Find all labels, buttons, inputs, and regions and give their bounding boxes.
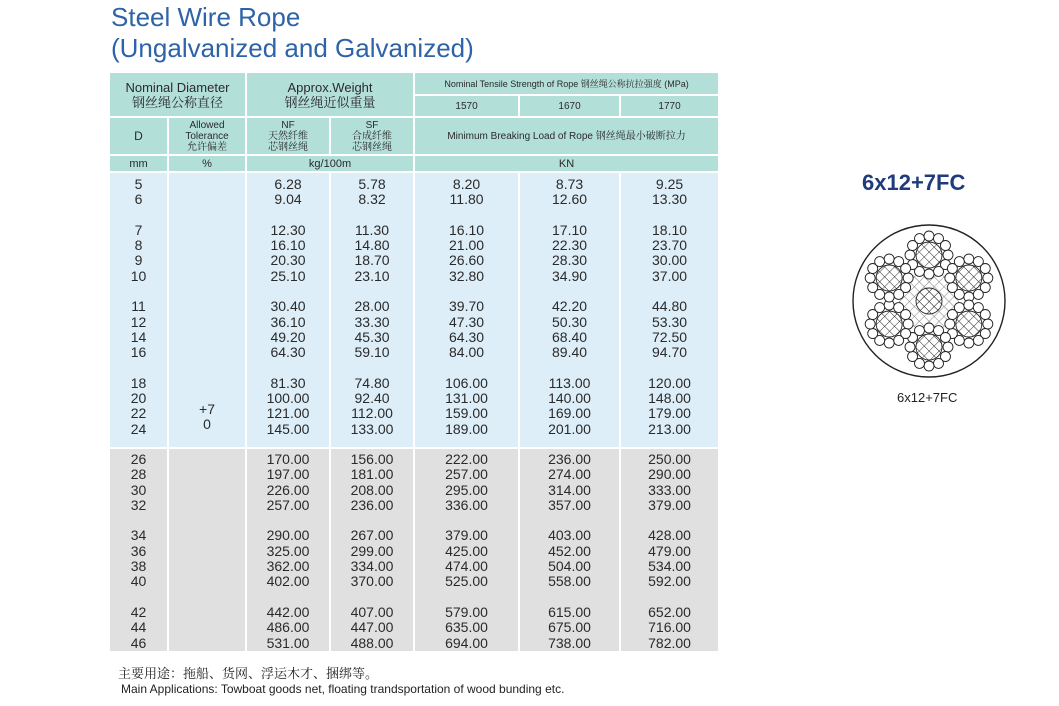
strand-wire bbox=[924, 269, 934, 279]
strand-core bbox=[876, 265, 902, 291]
rope-cross-section-icon bbox=[850, 222, 1008, 380]
strand-wire bbox=[868, 283, 878, 293]
rope-spec-table bbox=[110, 73, 718, 651]
strand-wire bbox=[945, 273, 955, 283]
applications-cn: 主要用途：拖船、货网、浮运木才、捆绑等。 bbox=[118, 667, 379, 682]
strand-wire bbox=[884, 254, 894, 264]
strand-wire bbox=[901, 310, 911, 320]
strand-wire bbox=[964, 338, 974, 348]
strand-core bbox=[916, 334, 942, 360]
grade-1770-header: 1770 bbox=[620, 95, 718, 117]
load-1670-column: 8.73 12.60 17.10 22.30 28.30 34.90 42.20 50.30 68.40 89.40 113.00 140.00 169.00 201.00 bbox=[519, 172, 620, 448]
strand-wire bbox=[924, 361, 934, 371]
diameter-column: 5 6 7 8 9 10 11 12 14 16 18 20 22 24 bbox=[110, 172, 168, 448]
tolerance-cell-empty bbox=[168, 448, 246, 651]
strand-wire bbox=[947, 283, 957, 293]
min-breaking-load-header: Minimum Breaking Load of Rope 钢丝绳最小破断拉力 bbox=[414, 117, 718, 155]
load-1570-column: 222.00 257.00 295.00 336.00 379.00 425.00 474.00 525.00 579.00 635.00 694.00 bbox=[414, 448, 519, 651]
strand-wire bbox=[884, 292, 894, 302]
grade-1570-header: 1570 bbox=[414, 95, 519, 117]
strand-wire bbox=[943, 342, 953, 352]
nf-weight-column: 6.28 9.04 12.30 16.10 20.30 25.10 30.40 36.10 49.20 64.30 81.30 100.00 121.00 145.00 bbox=[246, 172, 330, 448]
strand-wire bbox=[915, 326, 925, 336]
sf-header: SF 合成纤维 芯钢丝绳 bbox=[330, 117, 414, 155]
strand-wire bbox=[915, 234, 925, 244]
strand-wire bbox=[905, 250, 915, 260]
sf-weight-column: 156.00 181.00 208.00 236.00 267.00 299.00 334.00 370.00 407.00 447.00 488.00 bbox=[330, 448, 414, 651]
rope-type-title: 6x12+7FC bbox=[862, 170, 966, 195]
tolerance-cell: +7 0 bbox=[168, 172, 246, 448]
diameter-column: 26 28 30 32 34 36 38 40 42 44 46 bbox=[110, 448, 168, 651]
strand-wire bbox=[875, 303, 885, 313]
strand-wire bbox=[943, 250, 953, 260]
tensile-strength-header: Nominal Tensile Strength of Rope 钢丝绳公称抗拉强度 (MPa) bbox=[414, 73, 718, 95]
strand-wire bbox=[940, 333, 950, 343]
tolerance-header: Allowed Tolerance 允许偏差 bbox=[168, 117, 246, 155]
grade-1670-header: 1670 bbox=[519, 95, 620, 117]
sf-weight-column: 5.78 8.32 11.30 14.80 18.70 23.10 28.00 33.30 45.30 59.10 74.80 92.40 112.00 133.00 bbox=[330, 172, 414, 448]
page-title: Steel Wire Rope bbox=[111, 2, 301, 32]
strand-wire bbox=[973, 335, 983, 345]
strand-wire bbox=[954, 303, 964, 313]
load-1570-column: 8.20 11.80 16.10 21.00 26.60 32.80 39.70 47.30 64.30 84.00 106.00 131.00 159.00 189.00 bbox=[414, 172, 519, 448]
strand-core bbox=[956, 265, 982, 291]
page-subtitle: (Ungalvanized and Galvanized) bbox=[111, 33, 474, 63]
strand-core bbox=[876, 311, 902, 337]
d-header: D bbox=[110, 117, 168, 155]
strand-wire bbox=[980, 264, 990, 274]
strand-wire bbox=[973, 289, 983, 299]
strand-wire bbox=[983, 319, 993, 329]
strand-wire bbox=[903, 273, 913, 283]
strand-wire bbox=[865, 319, 875, 329]
strand-core bbox=[916, 242, 942, 268]
applications-en: Main Applications: Towboat goods net, floating trandsportation of wood bunding etc. bbox=[121, 682, 565, 696]
strand-core bbox=[956, 311, 982, 337]
strand-wire bbox=[894, 335, 904, 345]
strand-wire bbox=[924, 231, 934, 241]
strand-wire bbox=[908, 352, 918, 362]
approx-weight-header: Approx.Weight 钢丝绳近似重量 bbox=[246, 73, 414, 117]
unit-percent: % bbox=[168, 155, 246, 172]
unit-weight: kg/100m bbox=[246, 155, 414, 172]
strand-wire bbox=[964, 254, 974, 264]
strand-wire bbox=[903, 319, 913, 329]
strand-wire bbox=[945, 319, 955, 329]
rope-caption: 6x12+7FC bbox=[897, 390, 958, 405]
load-1770-column: 250.00 290.00 333.00 379.00 428.00 479.00 534.00 592.00 652.00 716.00 782.00 bbox=[620, 448, 718, 651]
strand-wire bbox=[940, 241, 950, 251]
unit-load: KN bbox=[414, 155, 718, 172]
nf-header: NF 天然纤维 芯钢丝绳 bbox=[246, 117, 330, 155]
strand-wire bbox=[980, 310, 990, 320]
unit-mm: mm bbox=[110, 155, 168, 172]
load-1670-column: 236.00 274.00 314.00 357.00 403.00 452.00 504.00 558.00 615.00 675.00 738.00 bbox=[519, 448, 620, 651]
table-row-band-2 bbox=[110, 448, 718, 651]
strand-wire bbox=[934, 266, 944, 276]
nominal-diameter-header: Nominal Diameter 钢丝绳公称直径 bbox=[110, 73, 246, 117]
strand-wire bbox=[868, 329, 878, 339]
strand-wire bbox=[905, 342, 915, 352]
strand-wire bbox=[983, 273, 993, 283]
strand-wire bbox=[954, 257, 964, 267]
load-1770-column: 9.25 13.30 18.10 23.70 30.00 37.00 44.80 53.30 72.50 94.70 120.00 148.00 179.00 213.00 bbox=[620, 172, 718, 448]
fibre-core bbox=[916, 288, 942, 314]
strand-wire bbox=[884, 338, 894, 348]
strand-wire bbox=[901, 264, 911, 274]
strand-wire bbox=[964, 300, 974, 310]
strand-wire bbox=[894, 289, 904, 299]
strand-wire bbox=[924, 323, 934, 333]
table-row-band-1 bbox=[110, 172, 718, 448]
strand-wire bbox=[875, 257, 885, 267]
strand-wire bbox=[865, 273, 875, 283]
nf-weight-column: 170.00 197.00 226.00 257.00 290.00 325.00 362.00 402.00 442.00 486.00 531.00 bbox=[246, 448, 330, 651]
strand-wire bbox=[934, 358, 944, 368]
